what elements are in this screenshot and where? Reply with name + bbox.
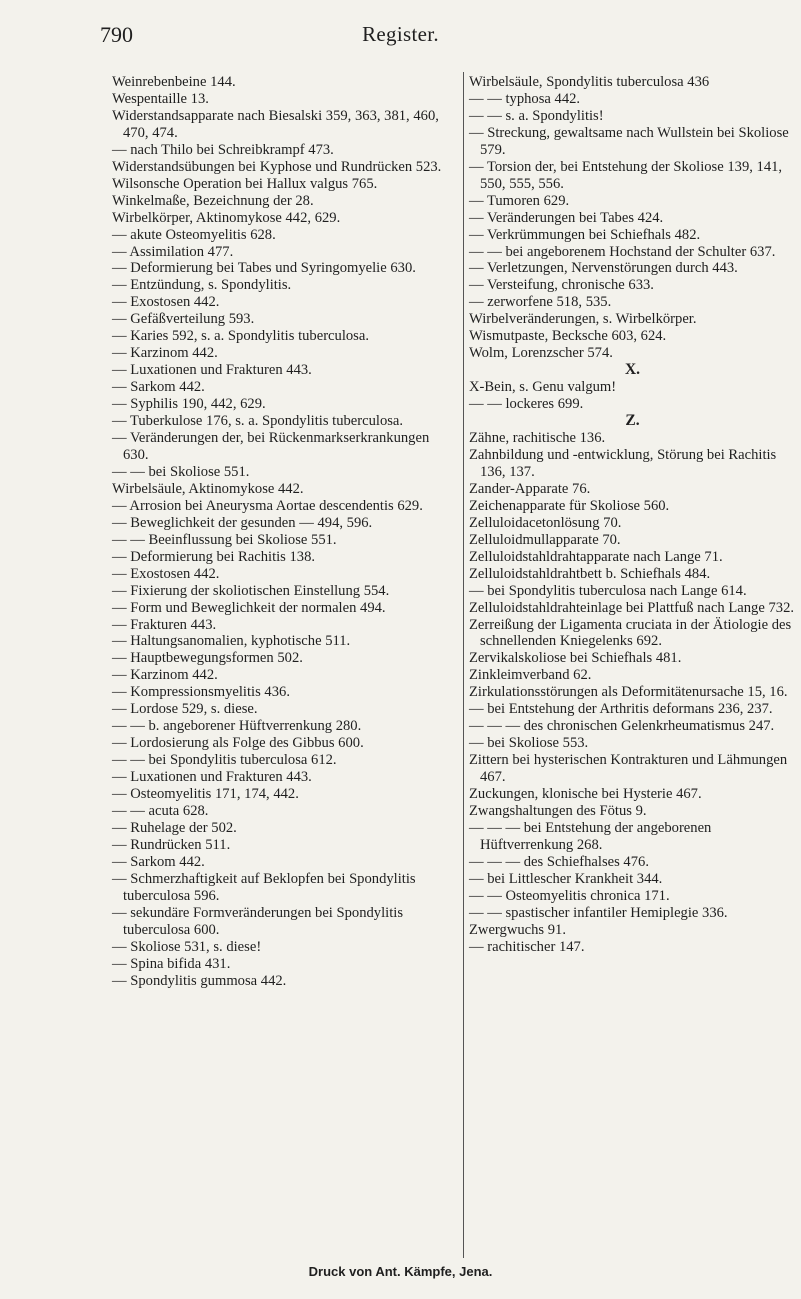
index-entry: — bei Entstehung der Arthritis deformans 236, 237. bbox=[469, 701, 773, 718]
index-entry: — Sarkom 442. bbox=[112, 853, 205, 870]
index-entry: Zerreißung der Ligamenta cruciata in der Ätiologie des schnellenden Kniegelenks 692. bbox=[469, 616, 792, 650]
page-number: 790 bbox=[100, 22, 133, 47]
index-entry: — Karies 592, s. a. Spondylitis tuberculosa. bbox=[112, 328, 369, 345]
index-entry: — Verletzungen, Nervenstörungen durch 443. bbox=[469, 260, 738, 277]
index-entry: Zelluloidacetonlösung 70. bbox=[469, 514, 622, 531]
index-entry: — — bei angeborenem Hochstand der Schulter 637. bbox=[469, 243, 776, 260]
column-divider bbox=[463, 72, 464, 1258]
index-entry: — Hauptbewegungsformen 502. bbox=[112, 650, 303, 667]
index-entry: — rachitischer 147. bbox=[469, 938, 585, 955]
index-entry: Zähne, rachitische 136. bbox=[469, 430, 606, 447]
index-entry: — — typhosa 442. bbox=[469, 90, 581, 107]
index-entry: — Osteomyelitis 171, 174, 442. bbox=[112, 786, 299, 803]
index-entry: — Kompressionsmyelitis 436. bbox=[112, 684, 290, 701]
page-title: Register. bbox=[362, 22, 439, 46]
index-entry: — Veränderungen der, bei Rückenmarkserkrankungen 630. bbox=[112, 430, 430, 463]
index-entry: Zinkleimverband 62. bbox=[469, 667, 592, 684]
index-entry: Zirkulationsstörungen als Deformitätenursache 15, 16. bbox=[469, 684, 788, 701]
index-column-left bbox=[112, 74, 458, 989]
index-entry: Zelluloidmullapparate 70. bbox=[469, 531, 621, 548]
index-entry: — — — des Schiefhalses 476. bbox=[469, 853, 649, 870]
index-entry: — akute Osteomyelitis 628. bbox=[112, 226, 276, 243]
index-entry: — Deformierung bei Rachitis 138. bbox=[112, 548, 316, 565]
index-entry: — Spina bifida 431. bbox=[112, 955, 231, 972]
index-entry: — Rundrücken 511. bbox=[112, 836, 231, 853]
index-entry: — Fixierung der skoliotischen Einstellung 554. bbox=[112, 582, 390, 599]
index-entry: — Spondylitis gummosa 442. bbox=[112, 972, 287, 989]
index-entry: — Syphilis 190, 442, 629. bbox=[112, 396, 266, 413]
index-entry: — bei Skoliose 553. bbox=[469, 735, 589, 752]
index-entry: — — lockeres 699. bbox=[469, 396, 584, 413]
index-entry: Widerstandsübungen bei Kyphose und Rundrücken 523. bbox=[112, 158, 442, 175]
index-entry: Wirbelveränderungen, s. Wirbelkörper. bbox=[469, 311, 697, 328]
index-entry: — — — bei Entstehung der angeborenen Hüftverrenkung 268. bbox=[469, 819, 712, 853]
index-entry: — Entzündung, s. Spondylitis. bbox=[112, 277, 292, 294]
index-entry: — Assimilation 477. bbox=[112, 243, 234, 260]
index-entry: — — s. a. Spondylitis! bbox=[469, 107, 604, 124]
index-entry: Zelluloidstahldrahtbett b. Schiefhals 484. bbox=[469, 565, 711, 582]
index-entry: Winkelmaße, Bezeichnung der 28. bbox=[112, 192, 314, 209]
index-entry: — Verkrümmungen bei Schiefhals 482. bbox=[469, 226, 701, 243]
section-letter: Z. bbox=[625, 412, 640, 430]
index-entry: — Veränderungen bei Tabes 424. bbox=[469, 209, 664, 226]
index-entry: Zwergwuchs 91. bbox=[469, 921, 567, 938]
index-entry: — Skoliose 531, s. diese! bbox=[112, 938, 262, 955]
index-entry: — Lordose 529, s. diese. bbox=[112, 701, 258, 718]
index-entry: Zeichenapparate für Skoliose 560. bbox=[469, 497, 670, 514]
index-column-right bbox=[469, 74, 796, 956]
section-letter: X. bbox=[624, 361, 641, 379]
index-entry: — Lordosierung als Folge des Gibbus 600. bbox=[112, 735, 364, 752]
index-entry: — Sarkom 442. bbox=[112, 379, 205, 396]
index-entry: — nach Thilo bei Schreibkrampf 473. bbox=[112, 141, 334, 158]
index-entry: — sekundäre Formveränderungen bei Spondylitis tuberculosa 600. bbox=[112, 904, 404, 938]
index-entry: — Exostosen 442. bbox=[112, 294, 220, 311]
index-entry: — Deformierung bei Tabes und Syringomyelie 630. bbox=[112, 260, 416, 277]
index-entry: — Streckung, gewaltsame nach Wullstein bei Skoliose 579. bbox=[469, 124, 789, 158]
index-entry: Wespentaille 13. bbox=[112, 90, 209, 107]
index-entry: — Luxationen und Frakturen 443. bbox=[112, 362, 312, 379]
index-entry: Weinrebenbeine 144. bbox=[112, 74, 236, 90]
index-entry: — Frakturen 443. bbox=[112, 616, 217, 633]
index-entry: — — b. angeborener Hüftverrenkung 280. bbox=[112, 718, 362, 735]
index-entry: Wilsonsche Operation bei Hallux valgus 765. bbox=[112, 175, 378, 192]
index-entry: Zuckungen, klonische bei Hysterie 467. bbox=[469, 786, 702, 803]
index-entry: — Karzinom 442. bbox=[112, 667, 218, 684]
index-entry: — Ruhelage der 502. bbox=[112, 819, 237, 836]
index-entry: Zelluloidstahldrahteinlage bei Plattfuß nach Lange 732. bbox=[469, 599, 795, 616]
index-entry: — Arrosion bei Aneurysma Aortae descendentis 629. bbox=[112, 497, 423, 514]
index-entry: Widerstandsapparate nach Biesalski 359, 363, 381, 460, 470, 474. bbox=[112, 107, 439, 141]
index-entry: — Tumoren 629. bbox=[469, 192, 570, 209]
index-entry: — Gefäßverteilung 593. bbox=[112, 311, 255, 328]
index-entry: Wirbelkörper, Aktinomykose 442, 629. bbox=[112, 209, 341, 226]
index-entry: — — — des chronischen Gelenkrheumatismus 247. bbox=[469, 718, 775, 735]
index-entry: X-Bein, s. Genu valgum! bbox=[469, 379, 617, 396]
index-entry: Zittern bei hysterischen Kontrakturen und Lähmungen 467. bbox=[469, 752, 788, 786]
index-entry: Zander-Apparate 76. bbox=[469, 480, 591, 497]
index-entry: Zahnbildung und -entwicklung, Störung bei Rachitis 136, 137. bbox=[469, 446, 777, 480]
index-entry: Zwangshaltungen des Fötus 9. bbox=[469, 802, 647, 819]
index-entry: — Form und Beweglichkeit der normalen 494. bbox=[112, 599, 386, 616]
index-entry: — Schmerzhaftigkeit auf Beklopfen bei Spondylitis tuberculosa 596. bbox=[112, 870, 416, 904]
index-entry: — — Beeinflussung bei Skoliose 551. bbox=[112, 531, 337, 548]
index-entry: — — spastischer infantiler Hemiplegie 336. bbox=[469, 904, 728, 921]
index-entry: Wolm, Lorenzscher 574. bbox=[469, 345, 613, 362]
index-entry: — bei Spondylitis tuberculosa nach Lange 614. bbox=[469, 582, 747, 599]
index-entry: Zervikalskoliose bei Schiefhals 481. bbox=[469, 650, 682, 667]
index-entry: Zelluloidstahldrahtapparate nach Lange 71. bbox=[469, 548, 723, 565]
index-entry: Wismutpaste, Becksche 603, 624. bbox=[469, 328, 667, 345]
index-entry: — Torsion der, bei Entstehung der Skoliose 139, 141, 550, 555, 556. bbox=[469, 158, 783, 192]
index-entry: — Luxationen und Frakturen 443. bbox=[112, 769, 312, 786]
index-entry: — bei Littlescher Krankheit 344. bbox=[469, 870, 663, 887]
index-entry: — Versteifung, chronische 633. bbox=[469, 277, 654, 294]
index-entry: — zerworfene 518, 535. bbox=[469, 294, 612, 311]
index-entry: — — acuta 628. bbox=[112, 802, 209, 819]
index-entry: — — bei Spondylitis tuberculosa 612. bbox=[112, 752, 337, 769]
index-entry: — Exostosen 442. bbox=[112, 565, 220, 582]
index-entry: Wirbelsäule, Aktinomykose 442. bbox=[112, 480, 304, 497]
index-entry: — Tuberkulose 176, s. a. Spondylitis tuberculosa. bbox=[112, 413, 404, 430]
index-entry: — Karzinom 442. bbox=[112, 345, 218, 362]
index-entry: — — bei Skoliose 551. bbox=[112, 463, 250, 480]
index-entry: Wirbelsäule, Spondylitis tuberculosa 436 bbox=[469, 74, 710, 90]
index-entry: — Beweglichkeit der gesunden — 494, 596. bbox=[112, 514, 373, 531]
index-entry: — — Osteomyelitis chronica 171. bbox=[469, 887, 670, 904]
index-entry: — Haltungsanomalien, kyphotische 511. bbox=[112, 633, 351, 650]
printer-imprint: Druck von Ant. Kämpfe, Jena. bbox=[308, 1264, 493, 1279]
